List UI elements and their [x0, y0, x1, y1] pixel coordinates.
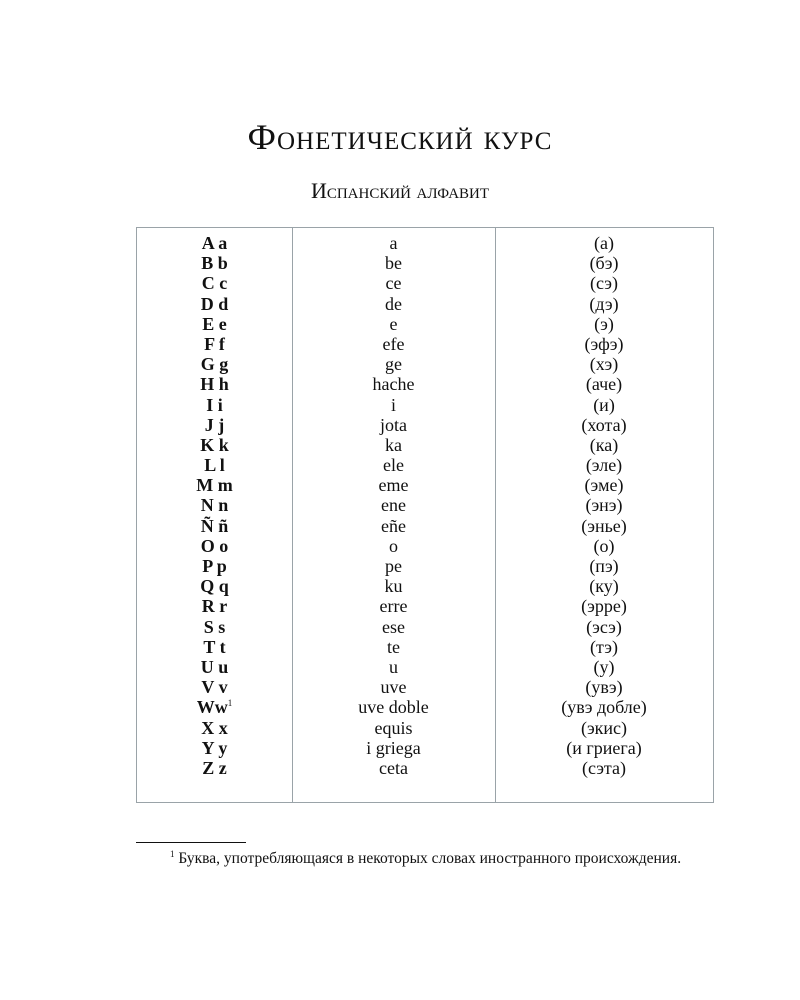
- letter-cell: [137, 738, 292, 758]
- pronunciation-cell: (дэ): [589, 293, 619, 314]
- letter-cell: [137, 253, 292, 273]
- letter-pair: D d: [200, 293, 229, 314]
- table-row: [137, 415, 713, 435]
- footnote: [136, 848, 716, 869]
- letter-cell: [137, 536, 292, 556]
- letter-pair: V v: [201, 677, 228, 698]
- letter-cell: [137, 415, 292, 435]
- footnote-mark: 1: [170, 848, 175, 859]
- letter-pair: S s: [203, 616, 226, 637]
- table-row: [137, 617, 713, 637]
- letter-name-cell: jota: [380, 414, 407, 435]
- letter-name-cell: erre: [379, 596, 408, 617]
- letter-name-cell: ese: [382, 616, 405, 637]
- table-row: [137, 435, 713, 455]
- table-row: [137, 294, 713, 314]
- table-row: [137, 334, 713, 354]
- table-row: [137, 697, 713, 717]
- letter-name-cell: eme: [378, 475, 409, 496]
- letter-cell: [137, 516, 292, 536]
- table-row: [137, 314, 713, 334]
- pronunciation-cell: (экис): [580, 717, 628, 738]
- table-row: [137, 495, 713, 515]
- pronunciation-cell: (хэ): [589, 354, 619, 375]
- table-row: [137, 576, 713, 596]
- letter-pair: C c: [201, 273, 228, 294]
- letter-name-cell: ce: [385, 273, 402, 294]
- letter-pair: Q q: [200, 576, 229, 597]
- letter-name-cell: ceta: [379, 757, 408, 778]
- pronunciation-cell: (эме): [584, 475, 624, 496]
- letter-name-cell: be: [385, 253, 402, 274]
- letter-cell: [137, 758, 292, 778]
- letter-name-cell: te: [387, 636, 400, 657]
- letter-pair: I i: [206, 394, 223, 415]
- letter-cell: [137, 637, 292, 657]
- letter-pair: T t: [203, 636, 226, 657]
- letter-name-cell: ene: [381, 495, 406, 516]
- letter-pair: J j: [204, 414, 225, 435]
- pronunciation-cell: (энье): [581, 515, 627, 536]
- pronunciation-cell: (у): [593, 656, 615, 677]
- letter-pair: F f: [204, 333, 225, 354]
- letter-name-cell: hache: [372, 374, 415, 395]
- letter-name-cell: pe: [385, 556, 402, 576]
- table-row: [137, 536, 713, 556]
- letter-cell: [137, 697, 292, 717]
- letter-cell: [137, 233, 292, 253]
- letter-cell: [137, 657, 292, 677]
- table-row: [137, 455, 713, 475]
- letter-cell: [137, 495, 292, 515]
- pronunciation-cell: (о): [593, 535, 615, 556]
- letter-pair: Ñ ñ: [200, 515, 229, 536]
- letter-name-cell: e: [389, 313, 398, 334]
- pronunciation-cell: (сэ): [590, 273, 618, 294]
- letter-cell: [137, 556, 292, 576]
- letter-pair: Z z: [202, 757, 227, 778]
- letter-pair: L l: [204, 455, 225, 476]
- table-row: [137, 233, 713, 253]
- pronunciation-cell: (пэ): [589, 556, 619, 576]
- pronunciation-cell: (увэ добле): [561, 697, 647, 718]
- letter-pair: H h: [200, 374, 229, 395]
- letter-name-cell: eñe: [381, 515, 406, 536]
- letter-pair: K k: [200, 434, 229, 455]
- pronunciation-cell: (сэта): [582, 757, 626, 778]
- pronunciation-cell: (тэ): [589, 636, 619, 657]
- table-row: [137, 718, 713, 738]
- letter-cell: [137, 617, 292, 637]
- pronunciation-cell: (а): [594, 233, 614, 253]
- pronunciation-cell: (и): [593, 394, 615, 415]
- letter-name-cell: u: [389, 656, 398, 677]
- letter-pair: A a: [201, 233, 228, 253]
- letter-cell: [137, 455, 292, 475]
- alphabet-rows: [137, 233, 713, 778]
- footnote-reference: 1: [227, 698, 233, 709]
- footnote-text: Буква, употребляющаяся в некоторых словах иностранного происхождения.: [178, 850, 682, 867]
- table-row: [137, 374, 713, 394]
- pronunciation-cell: (увэ): [585, 677, 623, 698]
- letter-pair: P p: [202, 556, 227, 576]
- letter-name-cell: ku: [384, 576, 403, 597]
- letter-pair: U u: [200, 656, 229, 677]
- footnote-rule: [136, 842, 246, 843]
- letter-cell: [137, 334, 292, 354]
- letter-pair: R r: [201, 596, 228, 617]
- letter-cell: [137, 677, 292, 697]
- table-row: [137, 556, 713, 576]
- letter-pair: O o: [200, 535, 229, 556]
- letter-cell: [137, 718, 292, 738]
- table-row: [137, 253, 713, 273]
- table-row: [137, 738, 713, 758]
- letter-name-cell: uve: [380, 677, 407, 698]
- pronunciation-cell: (бэ): [589, 253, 619, 274]
- letter-name-cell: a: [389, 233, 398, 253]
- letter-cell: [137, 475, 292, 495]
- pronunciation-cell: (хота): [581, 414, 627, 435]
- letter-cell: [137, 395, 292, 415]
- pronunciation-cell: (эрре): [581, 596, 627, 617]
- letter-pair: X x: [201, 717, 228, 738]
- letter-pair: Y y: [201, 737, 228, 758]
- table-row: [137, 677, 713, 697]
- table-row: [137, 657, 713, 677]
- letter-name-cell: i: [390, 394, 396, 415]
- letter-name-cell: o: [389, 535, 398, 556]
- table-row: [137, 475, 713, 495]
- pronunciation-cell: (и гриега): [566, 737, 642, 758]
- letter-name-cell: uve doble: [358, 697, 429, 718]
- letter-cell: [137, 354, 292, 374]
- letter-pair: B b: [201, 253, 228, 274]
- letter-cell: [137, 273, 292, 293]
- table-row: [137, 596, 713, 616]
- letter-name-cell: i griega: [366, 737, 421, 758]
- letter-name-cell: de: [385, 293, 402, 314]
- table-row: [137, 354, 713, 374]
- letter-pair: E e: [202, 313, 227, 334]
- letter-pair: G g: [200, 354, 229, 375]
- letter-cell: [137, 294, 292, 314]
- letter-cell: [137, 435, 292, 455]
- pronunciation-cell: (эле): [585, 455, 623, 476]
- table-row: [137, 758, 713, 778]
- letter-pair: M m: [196, 475, 233, 496]
- letter-name-cell: ele: [383, 455, 404, 476]
- letter-cell: [137, 374, 292, 394]
- pronunciation-cell: (аче): [585, 374, 623, 395]
- letter-pair: Ww: [196, 697, 228, 718]
- letter-name-cell: efe: [382, 333, 405, 354]
- letter-name-cell: ge: [385, 354, 402, 375]
- letter-cell: [137, 576, 292, 596]
- page-title: Фонетический курс: [247, 117, 553, 157]
- pronunciation-cell: (ку): [589, 576, 619, 597]
- letter-cell: [137, 314, 292, 334]
- pronunciation-cell: (эфэ): [584, 333, 624, 354]
- letter-name-cell: equis: [374, 717, 413, 738]
- pronunciation-cell: (эсэ): [586, 616, 622, 637]
- pronunciation-cell: (энэ): [585, 495, 623, 516]
- table-row: [137, 395, 713, 415]
- letter-name-cell: ka: [385, 434, 402, 455]
- pronunciation-cell: (ка): [589, 434, 619, 455]
- table-row: [137, 637, 713, 657]
- table-row: [137, 273, 713, 293]
- letter-cell: [137, 596, 292, 616]
- alphabet-table: [136, 227, 714, 803]
- pronunciation-cell: (э): [594, 313, 614, 334]
- letter-pair: N n: [200, 495, 229, 516]
- table-row: [137, 516, 713, 536]
- section-title: Испанский алфавит: [310, 178, 490, 203]
